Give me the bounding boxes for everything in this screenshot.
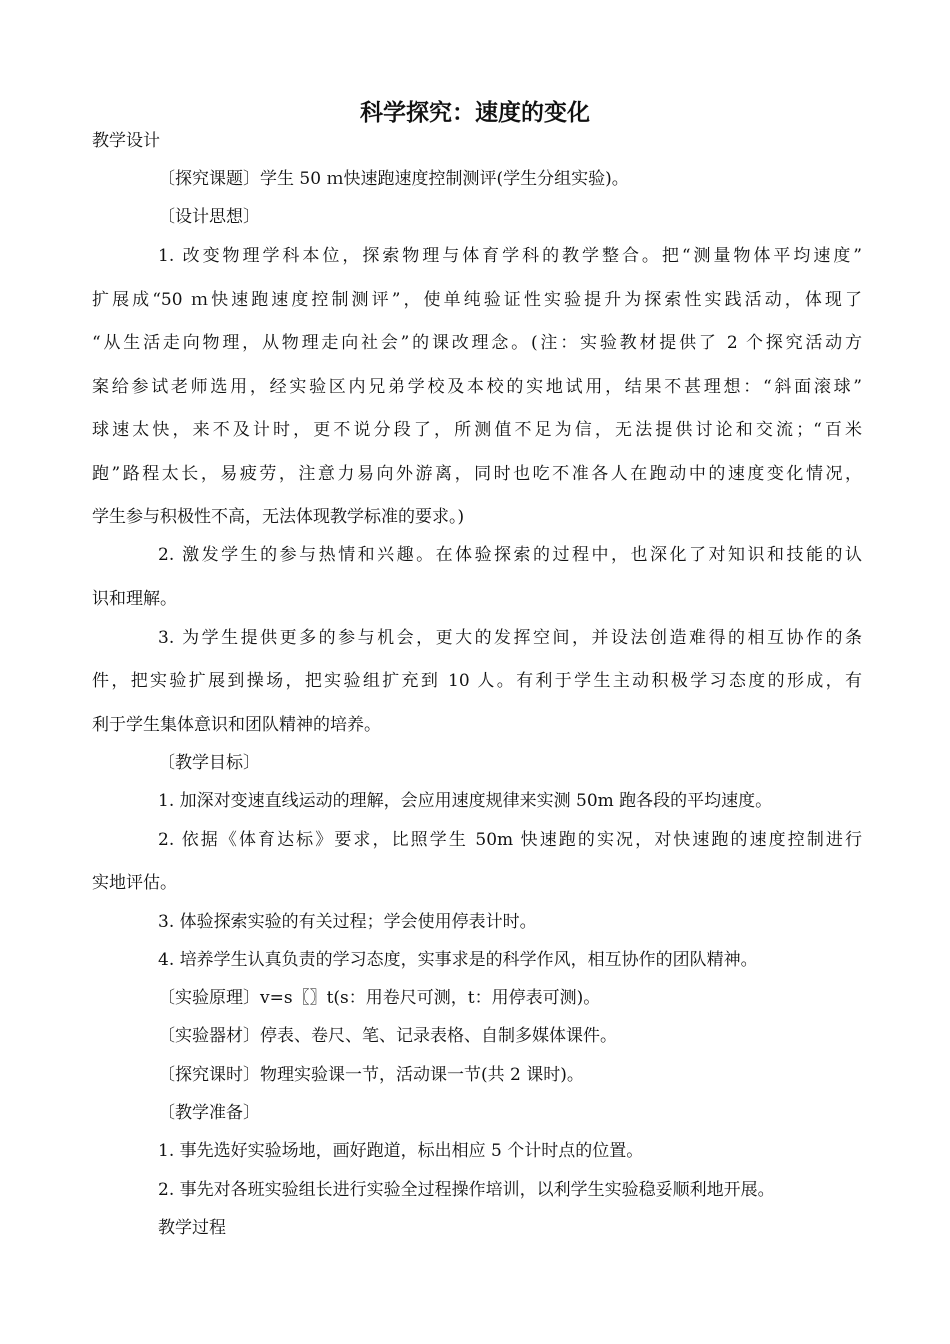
section-heading-teaching-design: 教学设计: [92, 131, 160, 151]
text-line: 1. 改变物理学科本位，探索物理与体育学科的教学整合。把“测量物体平均速度”: [158, 246, 862, 266]
text-line: 实地评估。: [92, 873, 177, 893]
text-line: 案给参试老师选用，经实验区内兄弟学校及本校的实地试用，结果不甚理想：“斜面滚球”: [92, 377, 862, 397]
document-title: 科学探究：速度的变化: [360, 100, 590, 126]
text-line: 1. 加深对变速直线运动的理解，会应用速度规律来实测 50m 跑各段的平均速度。: [158, 791, 773, 811]
section-label-teaching-preparation: 〔教学准备〕: [158, 1103, 260, 1123]
text-line: 3. 为学生提供更多的参与机会，更大的发挥空间，并设法创造难得的相互协作的条: [158, 628, 862, 648]
text-line: 球速太快，来不及计时，更不说分段了，所测值不足为信，无法提供讨论和交流；“百米: [92, 420, 862, 440]
text-line: 〔探究课题〕学生 50 ｍ快速跑速度控制测评(学生分组实验)。: [158, 169, 629, 189]
text-line: 〔探究课时〕物理实验课一节，活动课一节(共 2 课时)。: [158, 1065, 584, 1085]
text-line: 利于学生集体意识和团队精神的培养。: [92, 715, 381, 735]
text-line: 2. 事先对各班实验组长进行实验全过程操作培训，以利学生实验稳妥顺利地开展。: [158, 1180, 775, 1200]
text-line: 4. 培养学生认真负责的学习态度，实事求是的科学作风，相互协作的团队精神。: [158, 950, 758, 970]
section-label-design-idea: 〔设计思想〕: [158, 207, 260, 227]
text-line: “从生活走向物理，从物理走向社会”的课改理念。(注：实验教材提供了 2 个探究活动方: [92, 333, 862, 353]
text-line: 学生参与积极性不高，无法体现教学标准的要求。): [92, 507, 465, 527]
text-line: 跑”路程太长，易疲劳，注意力易向外游离，同时也吃不准各人在跑动中的速度变化情况，: [92, 464, 862, 484]
text-line: 件，把实验扩展到操场，把实验组扩充到 10 人。有利于学生主动积极学习态度的形成，有: [92, 671, 862, 691]
section-heading-teaching-process: 教学过程: [158, 1218, 226, 1238]
text-line: 〔实验器材〕停表、卷尺、笔、记录表格、自制多媒体课件。: [158, 1026, 617, 1046]
text-line: 1. 事先选好实验场地，画好跑道，标出相应 5 个计时点的位置。: [158, 1141, 644, 1161]
text-line: 识和理解。: [92, 589, 177, 609]
section-label-teaching-goals: 〔教学目标〕: [158, 753, 260, 773]
text-line: 3. 体验探索实验的有关过程；学会使用停表计时。: [158, 912, 537, 932]
text-line: 〔实验原理〕v=s〖〗t(s：用卷尺可测，t：用停表可测)。: [158, 988, 601, 1008]
text-line: 扩展成“50 ｍ快速跑速度控制测评”，使单纯验证性实验提升为探索性实践活动，体现了: [92, 290, 862, 310]
text-line: 2. 激发学生的参与热情和兴趣。在体验探索的过程中，也深化了对知识和技能的认: [158, 545, 862, 565]
text-line: 2. 依据《体育达标》要求，比照学生 50m 快速跑的实况，对快速跑的速度控制进行: [158, 830, 862, 850]
